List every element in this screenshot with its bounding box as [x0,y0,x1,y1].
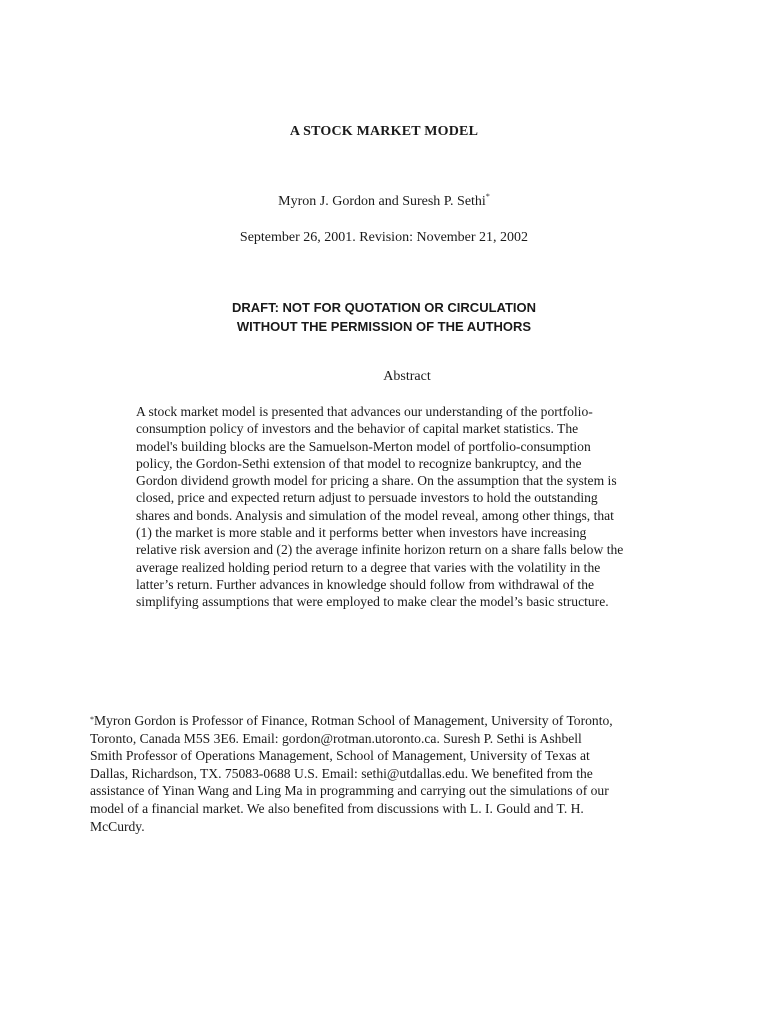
draft-notice-line: DRAFT: NOT FOR QUOTATION OR CIRCULATION [231,300,537,315]
abstract-line: relative risk aversion and (2) the average infinite horizon return on a share falls below the [136,542,624,558]
abstract-line: A stock market model is presented that advances our understanding of the portfolio- [136,404,593,419]
abstract-line: average realized holding period return to a degree that varies with the volatility in the [136,559,601,575]
abstract-line: consumption policy of investors and the behavior of capital market statistics. The [136,421,579,437]
footnote-line: Dallas, Richardson, TX. 75083-0688 U.S. Email: sethi@utdallas.edu. We benefited from the [90,765,593,781]
footnote-line: McCurdy. [90,818,145,834]
author-names: Myron J. Gordon and Suresh P. Sethi [278,194,486,209]
footnote-line: Smith Professor of Operations Management, School of Management, University of Texas at [90,748,590,764]
author-footnote [90,712,670,835]
footnote-line: model of a financial market. We also benefited from discussions with L. I. Gould and T. H. [90,800,584,816]
author-line [0,194,768,210]
abstract-line: simplifying assumptions that were employed to make clear the model’s basic structure. [136,594,609,610]
abstract-body [136,403,678,611]
date-line: September 26, 2001. Revision: November 21, 2002 [239,230,529,245]
abstract-heading: Abstract [383,369,431,384]
footnote-line: assistance of Yinan Wang and Ling Ma in programming and carrying out the simulations of our [90,783,609,799]
footnote-line-text: Myron Gordon is Professor of Finance, Rotman School of Management, University of Toronto, [94,713,613,728]
footnote-line [90,712,670,730]
draft-notice-line: WITHOUT THE PERMISSION OF THE AUTHORS [236,319,532,334]
abstract-line: shares and bonds. Analysis and simulation of the model reveal, among other things, that [136,507,614,523]
draft-notice [0,298,768,336]
abstract-line: policy, the Gordon-Sethi extension of that model to recognize bankruptcy, and the [136,455,582,471]
abstract-line: model's building blocks are the Samuelson-Merton model of portfolio-consumption [136,438,591,454]
abstract-line: closed, price and expected return adjust to persuade investors to hold the outstanding [136,490,598,506]
abstract-line: latter’s return. Further advances in knowledge should follow from withdrawal of the [136,576,595,592]
footnote-mark: * [90,715,94,724]
footnote-line: Toronto, Canada M5S 3E6. Email: gordon@rotman.utoronto.ca. Suresh P. Sethi is Ashbell [90,730,582,746]
abstract-line: Gordon dividend growth model for pricing a share. On the assumption that the system is [136,473,617,489]
abstract-line: (1) the market is more stable and it performs better when investors have increasing [136,525,587,541]
author-footnote-mark: * [485,192,490,201]
paper-title: A STOCK MARKET MODEL [289,124,479,139]
